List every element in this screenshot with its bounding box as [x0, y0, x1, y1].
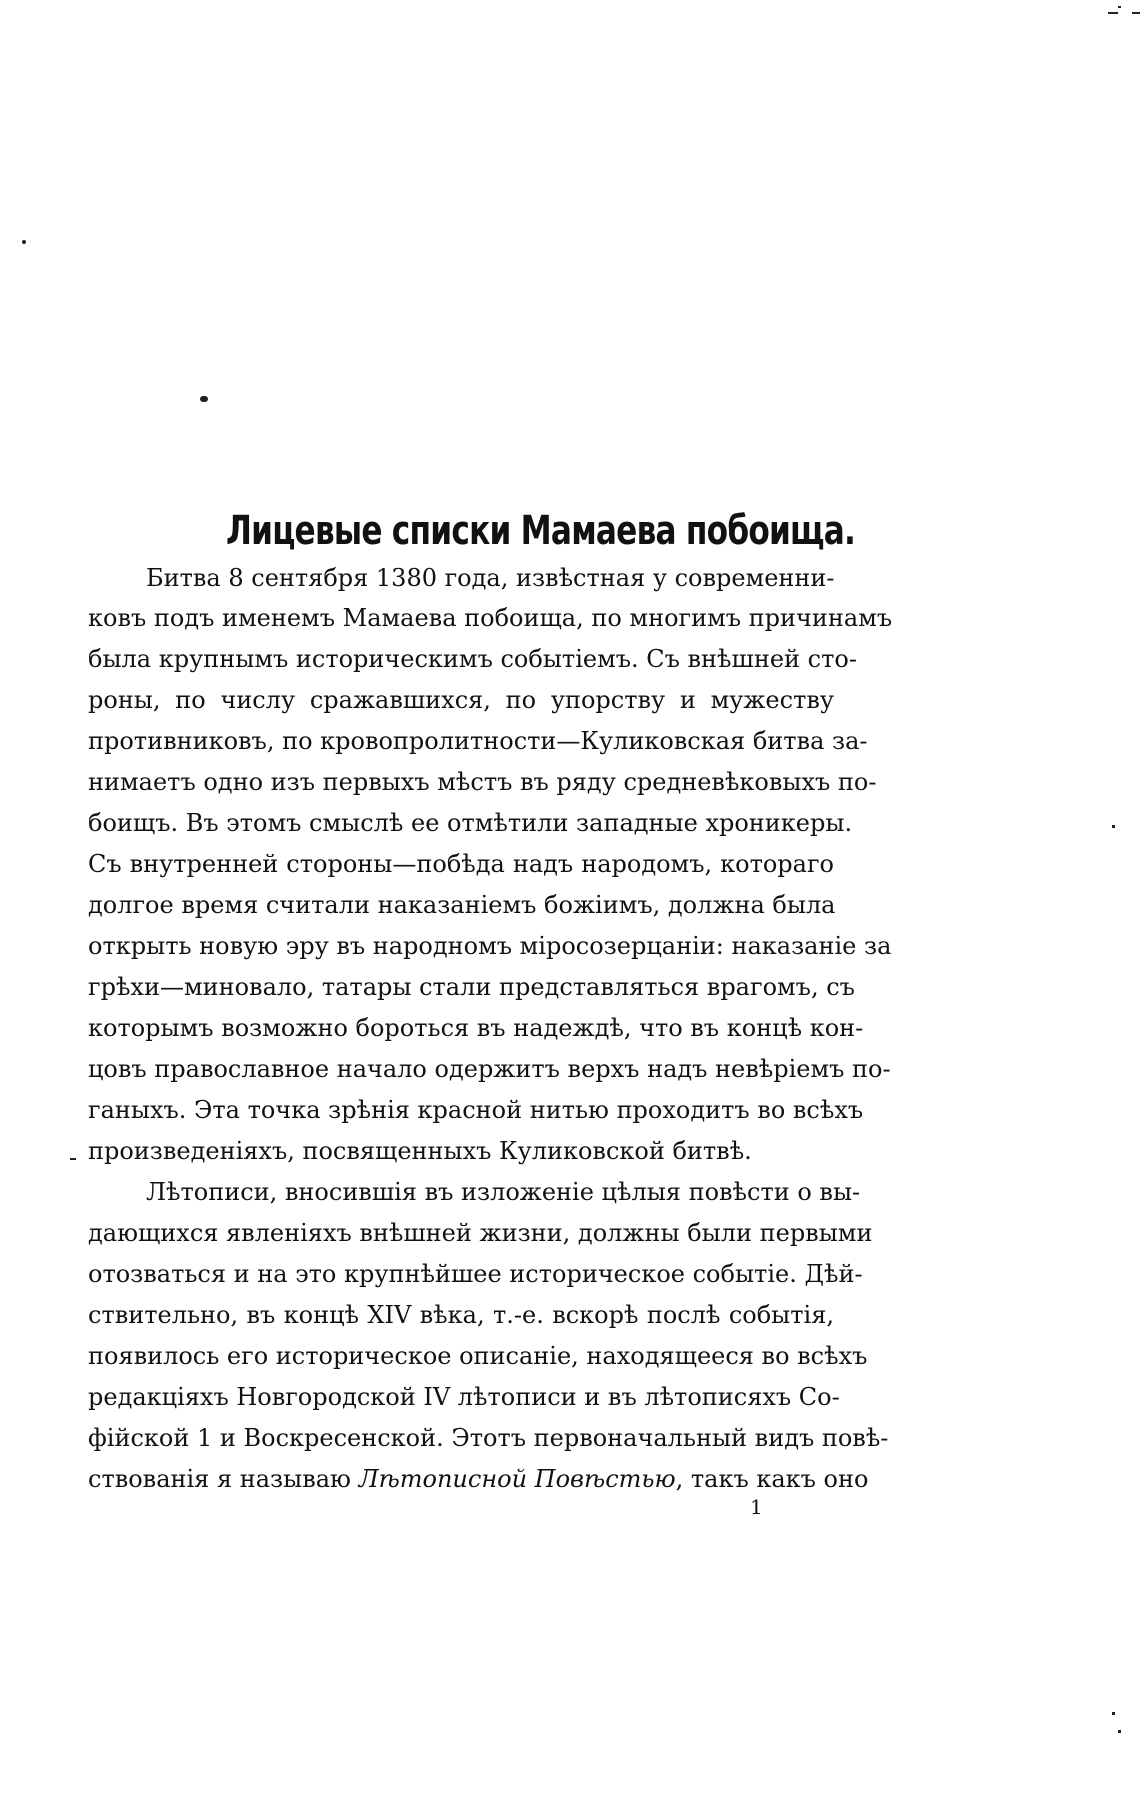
italic-title-phrase: Лѣтописной Повѣстью [358, 1465, 676, 1493]
text-line: грѣхи—миновало, татары стали представляться врагомъ, съ [88, 973, 855, 1001]
scan-speck [200, 396, 208, 402]
text-line: Битва 8 сентября 1380 года, извѣстная у современни- [146, 564, 835, 592]
scan-speck [1112, 825, 1115, 828]
text-line: была крупнымъ историческимъ событіемъ. Съ внѣшней сто- [88, 645, 857, 673]
text-line: фійской 1 и Воскресенской. Этотъ первоначальный видъ повѣ- [88, 1424, 889, 1452]
text-line: Съ внутренней стороны—побѣда надъ народомъ, котораго [88, 850, 834, 878]
text-line: нимаетъ одно изъ первыхъ мѣстъ въ ряду средневѣковыхъ по- [88, 768, 877, 796]
text-run: ствованія я называю [88, 1465, 359, 1493]
text-line: роны, по числу сражавшихся, по упорству и мужеству [88, 686, 834, 714]
text-line: Лѣтописи, вносившія въ изложеніе цѣлыя повѣсти о вы- [146, 1178, 861, 1206]
text-line: произведеніяхъ, посвященныхъ Куликовской битвѣ. [88, 1137, 752, 1165]
scan-speck [1112, 1712, 1115, 1715]
text-line: ковъ подъ именемъ Мамаева побоища, по многимъ причинамъ [88, 604, 893, 632]
text-line [88, 1459, 869, 1499]
text-line: появилось его историческое описаніе, находящееся во всѣхъ [88, 1342, 868, 1370]
text-line: открыть новую эру въ народномъ міросозерцаніи: наказаніе за [88, 932, 892, 960]
document-title: Лицевые списки Мамаева побоища. [226, 507, 856, 554]
scan-speck [1118, 6, 1121, 8]
text-line: ганыхъ. Эта точка зрѣнія красной нитью проходитъ во всѣхъ [88, 1096, 864, 1124]
page-number: 1 [750, 1495, 763, 1519]
text-line: дающихся явленіяхъ внѣшней жизни, должны были первыми [88, 1219, 873, 1247]
scan-speck [1108, 12, 1118, 14]
scan-speck [70, 1158, 76, 1160]
text-line: противниковъ, по кровопролитности—Куликовская битва за- [88, 727, 868, 755]
text-line: редакціяхъ Новгородской IV лѣтописи и въ лѣтописяхъ Со- [88, 1383, 840, 1411]
text-line: ствительно, въ концѣ XIV вѣка, т.-е. вскорѣ послѣ событія, [88, 1301, 834, 1329]
scan-speck [22, 240, 26, 244]
text-line: цовъ православное начало одержитъ верхъ надъ невѣріемъ по- [88, 1055, 891, 1083]
scan-speck [1132, 12, 1140, 14]
text-run: , такъ какъ оно [675, 1465, 869, 1493]
text-line: отозваться и на это крупнѣйшее историческое событіе. Дѣй- [88, 1260, 863, 1288]
scan-speck [1118, 1730, 1121, 1733]
text-line: которымъ возможно бороться въ надеждѣ, что въ концѣ кон- [88, 1014, 864, 1042]
text-line: боищъ. Въ этомъ смыслѣ ее отмѣтили западные хроникеры. [88, 809, 853, 837]
text-line: долгое время считали наказаніемъ божіимъ, должна была [88, 891, 836, 919]
